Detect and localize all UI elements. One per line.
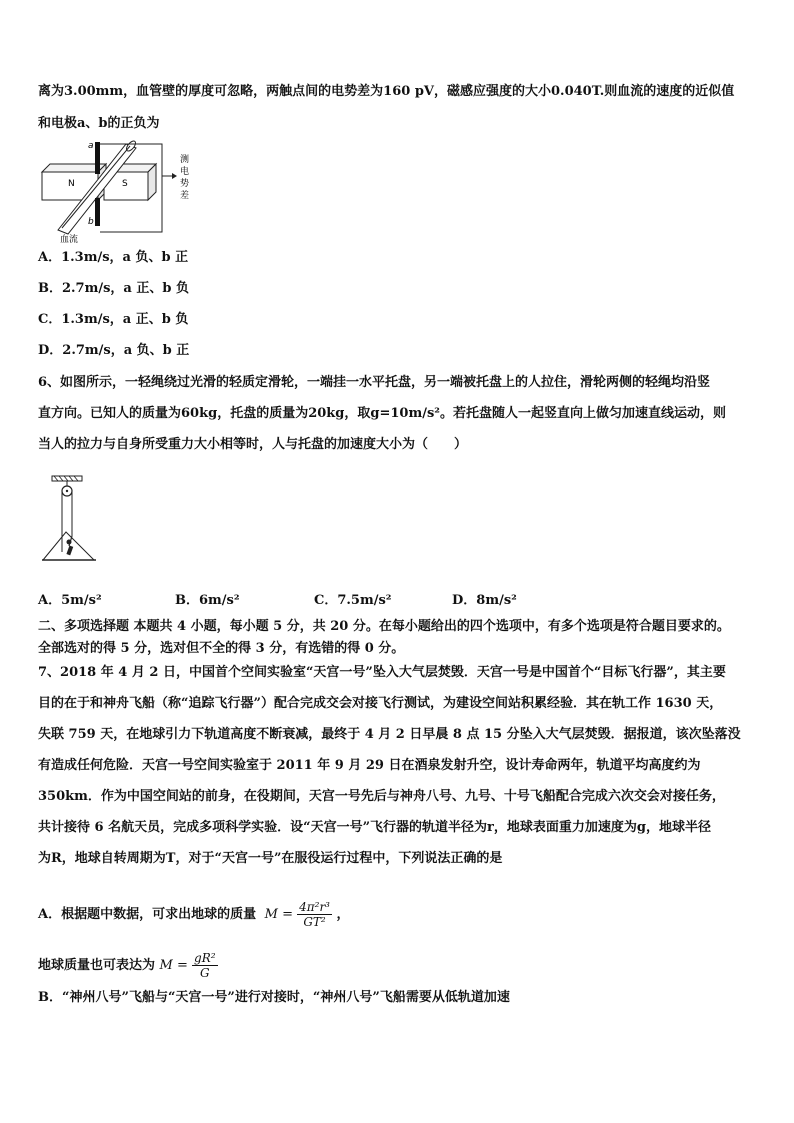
label-a: a bbox=[88, 141, 94, 151]
q7-option-a-formula bbox=[265, 900, 332, 929]
q7-option-a-comma: ， bbox=[336, 907, 350, 922]
q7-text-line-7: 为R，地球自转周期为T，对于“天宫一号”在服役运行过程中，下列说法正确的是 bbox=[38, 851, 503, 866]
q5-option-b[interactable]: B．2.7m/s，a 正、b 负 bbox=[38, 281, 189, 296]
formula-numerator: 4π²r³ bbox=[299, 900, 330, 914]
q6-text-line-2: 直方向。已知人的质量为60kg，托盘的质量为20kg，取g=10m/s²。若托盘随人一起竖直向上做匀加速直线运动，则 bbox=[38, 406, 726, 421]
q7-option-a2-text: 地球质量也可表达为 bbox=[38, 958, 156, 973]
q7-text-line-3: 失联 759 天，在地球引力下轨道高度不断衰减，最终于 4 月 2 日早晨 8 点 15 分坠入大气层焚毁．据报道，该次坠落没 bbox=[38, 727, 741, 742]
formula2-fraction bbox=[192, 951, 218, 980]
label-n: N bbox=[68, 179, 75, 189]
q5-option-d[interactable]: D．2.7m/s，a 负、b 正 bbox=[38, 343, 190, 358]
q6-option-a[interactable]: A．5m/s² bbox=[38, 593, 102, 608]
q7-option-a[interactable] bbox=[38, 900, 350, 929]
q6-option-c[interactable]: C．7.5m/s² bbox=[314, 593, 392, 608]
formula2-denominator: G bbox=[200, 966, 210, 980]
q5-option-a[interactable]: A．1.3m/s，a 负、b 正 bbox=[38, 250, 189, 265]
formula-denominator: GT² bbox=[303, 915, 326, 929]
label-measure-1: 测 bbox=[180, 155, 190, 165]
formula2-numerator: gR² bbox=[194, 951, 216, 965]
q7-text-line-5: 350km．作为中国空间站的前身，在役期间，天宫一号先后与神舟八号、九号、十号飞船配合完成六次交会对接任务， bbox=[38, 789, 725, 804]
q7-option-b[interactable]: B．“神州八号”飞船与“天宫一号”进行对接时，“神州八号”飞船需要从低轨道加速 bbox=[38, 990, 510, 1005]
q6-text-line-3: 当人的拉力与自身所受重力大小相等时，人与托盘的加速度大小为（ ） bbox=[38, 437, 468, 452]
q7-text-line-6: 共计接待 6 名航天员，完成多项科学实验．设“天宫一号”飞行器的轨道半径为r，地球表面重力加速度为g，地球半径 bbox=[38, 820, 711, 835]
q5-text-line-2: 和电极a、b的正负为 bbox=[38, 116, 160, 131]
label-measure-4: 差 bbox=[180, 191, 190, 201]
section2-heading-line-2: 全部选对的得 5 分，选对但不全的得 3 分，有选错的得 0 分。 bbox=[38, 641, 405, 656]
q5-magnet-figure bbox=[38, 136, 198, 244]
tray-hanger bbox=[43, 532, 94, 560]
formula-fraction bbox=[297, 900, 332, 929]
q6-text-line-1: 6、如图所示，一轻绳绕过光滑的轻质定滑轮，一端挂一水平托盘，另一端被托盘上的人拉住，滑轮两侧的轻绳均沿竖 bbox=[38, 375, 711, 390]
section2-heading-line-1: 二、多项选择题 本题共 4 小题，每小题 5 分，共 20 分。在每小题给出的四个选项中，有多个选项是符合题目要求的。 bbox=[38, 619, 730, 634]
q6-option-b[interactable]: B．6m/s² bbox=[175, 593, 240, 608]
q6-pulley-figure bbox=[40, 474, 110, 574]
formula2-lhs: M = bbox=[159, 958, 188, 973]
label-b: b bbox=[88, 217, 94, 227]
q5-text-line-1: 离为3.00mm，血管壁的厚度可忽略，两触点间的电势差为160 pV，磁感应强度的大小0.040T.则血流的速度的近似值 bbox=[38, 84, 735, 99]
label-s: S bbox=[122, 179, 128, 189]
q7-option-a2-formula bbox=[160, 951, 218, 980]
electrode-b bbox=[95, 198, 100, 226]
electrode-a bbox=[95, 142, 100, 174]
q6-option-d[interactable]: D．8m/s² bbox=[452, 593, 517, 608]
label-blood-flow: 血流 bbox=[60, 235, 79, 244]
q7-text-line-1: 7、2018 年 4 月 2 日，中国首个空间实验室“天宫一号”坠入大气层焚毁．天宫一号是中国首个“目标飞行器”，其主要 bbox=[38, 665, 726, 680]
q7-text-line-4: 有造成任何危险．天宫一号空间实验室于 2011 年 9 月 29 日在酒泉发射升空，设计寿命两年，轨道平均高度约为 bbox=[38, 758, 701, 773]
label-measure-3: 势 bbox=[180, 179, 190, 189]
q7-option-a-line-2 bbox=[38, 951, 218, 980]
q7-option-a-text: A．根据题中数据，可求出地球的质量 bbox=[38, 907, 257, 922]
label-measure-2: 电 bbox=[180, 167, 190, 177]
q5-option-c[interactable]: C．1.3m/s，a 正、b 负 bbox=[38, 312, 189, 327]
q7-text-line-2: 目的在于和神舟飞船（称“追踪飞行器”）配合完成交会对接飞行测试，为建设空间站积累经验．其在轨工作 1630 天， bbox=[38, 696, 723, 711]
formula-lhs: M = bbox=[264, 907, 293, 922]
